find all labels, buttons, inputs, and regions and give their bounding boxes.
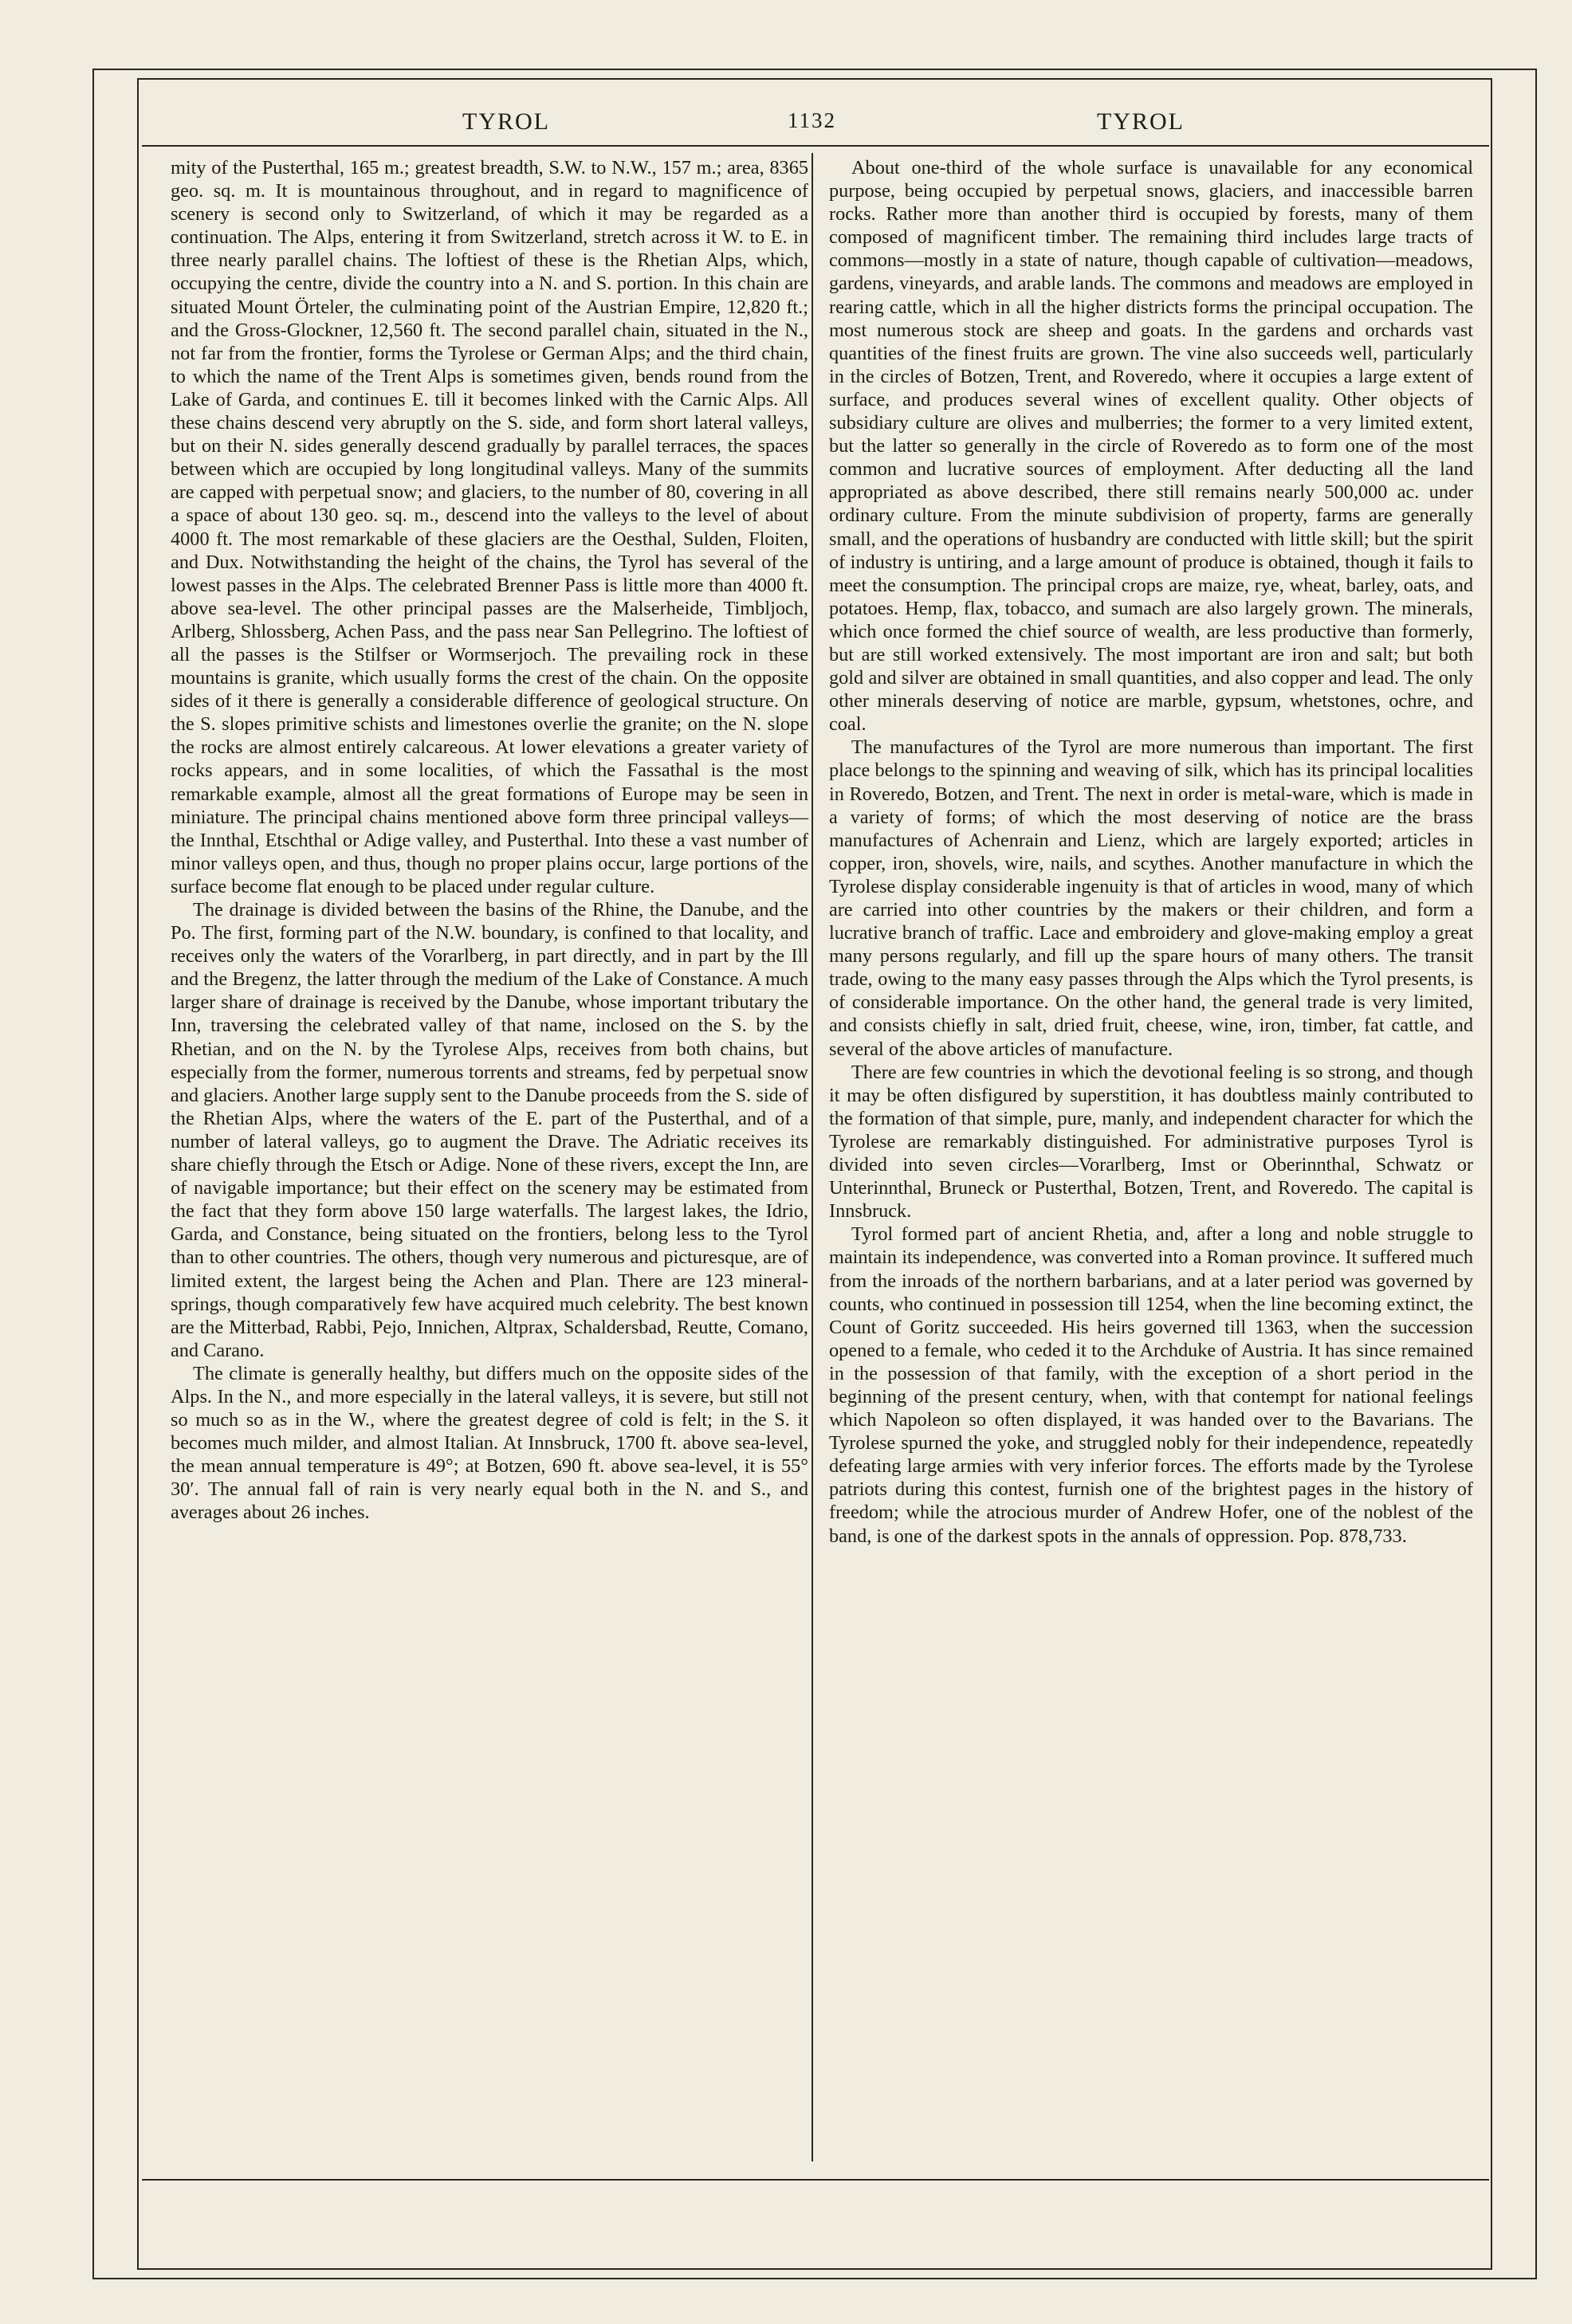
paragraph: About one-third of the whole surface is unavailable for any economical purpose, being occupied by perpetual snows, glaciers, and inaccessible barren rocks. Rather more than another third is occupied by forests, many of them composed of magnificent timber. The remaining third includes large tracts of commons—mostly in a state of nature, though capable of cultivation—meadows, gardens, vineyards, and arable lands. The commons and meadows are employed in rearing cattle, which in all the higher districts forms the principal occupation. The most numerous stock are sheep and goats. In the gardens and orchards vast quantities of the finest fruits are grown. The vine also succeeds well, particularly in the circles of Botzen, Trent, and Roveredo, where it occupies a large extent of surface, and produces several wines of excellent quality. Other objects of subsidiary culture are olives and mulberries; the former to a very limited extent, but the latter so generally in the circle of Roveredo as to form one of the most common and lucrative sources of employment. After deducting all the land appropriated as above described, there still remains nearly 500,000 ac. under ordinary culture. From the minute subdivision of property, farms are generally small, and the operations of husbandry are conducted with little skill; but the spirit of industry is untiring, and a large amount of produce is obtained, though it fails to meet the consumption. The principal crops are maize, rye, wheat, barley, oats, and potatoes. Hemp, flax, tobacco, and sumach are also largely grown. The minerals, which once formed the chief source of wealth, are less productive than formerly, but are still worked extensively. The most important are iron and salt; but both gold and silver are obtained in small quantities, and also copper and lead. The only other minerals deserving of notice are marble, gypsum, whetstones, ochre, and coal. [829,157,1473,736]
paragraph: Tyrol formed part of ancient Rhetia, and, after a long and noble struggle to maintain its independence, was converted into a Roman province. It suffered much from the inroads of the northern barbarians, and at a later period was governed by counts, who continued in possession till 1254, when the line becoming extinct, the Count of Goritz succeeded. His heirs governed till 1363, when the succession opened to a female, who ceded it to the Archduke of Austria. It has since remained in the possession of that family, with the exception of a short period in the beginning of the present century, when, with that contempt for national feelings which Napoleon so often displayed, it was handed over to the Bavarians. The Tyrolese spurned the yoke, and struggled nobly for their independence, repeatedly defeating large armies with very inferior forces. The efforts made by the Tyrolese patriots during this contest, furnish one of the brightest pages in the history of freedom; while the atrocious murder of Andrew Hofer, one of the noblest of the band, is one of the darkest spots in the annals of oppression. Pop. 878,733. [829,1223,1473,1547]
page-number: 1132 [788,108,836,132]
running-header [142,108,1489,140]
right-column [829,156,1473,1548]
column-divider [812,153,813,2161]
paragraph: mity of the Pusterthal, 165 m.; greatest breadth, S.W. to N.W., 157 m.; area, 8365 geo. sq. m. It is mountainous throughout, and in regard to magnificence of scenery is second only to Switzerland, of which it may be regarded as a continuation. The Alps, entering it from Switzerland, stretch across it W. to E. in three nearly parallel chains. The loftiest of these is the Rhetian Alps, which, occupying the centre, divide the country into a N. and S. portion. In this chain are situated Mount Örteler, the culminating point of the Austrian Empire, 12,820 ft.; and the Gross-Glockner, 12,560 ft. The second parallel chain, situated in the N., not far from the frontier, forms the Tyrolese or German Alps; and the third chain, to which the name of the Trent Alps is sometimes given, bends round from the Lake of Garda, and continues E. till it becomes linked with the Carnic Alps. All these chains descend very abruptly on the S. side, and form short lateral valleys, but on their N. sides generally descend gradually by parallel terraces, the spaces between which are occupied by long longitudinal valleys. Many of the summits are capped with perpetual snow; and glaciers, to the number of 80, covering in all a space of about 130 geo. sq. m., descend into the valleys to the level of about 4000 ft. The most remarkable of these glaciers are the Oesthal, Sulden, Floiten, and Dux. Notwithstanding the height of the chains, the Tyrol has several of the lowest passes in the Alps. The celebrated Brenner Pass is little more than 4000 ft. above sea-level. The other principal passes are the Malserheide, Timbljoch, Arlberg, Shlossberg, Achen Pass, and the pass near San Pellegrino. The loftiest of all the passes is the Stilfser or Wormserjoch. The prevailing rock in these mountains is granite, which usually forms the crest of the chain. On the opposite sides of it there is generally a considerable difference of geological structure. On the S. slopes primitive schists and limestones overlie the granite; on the N. slope the rocks are almost entirely calcareous. At lower elevations a greater variety of rocks appears, and in some localities, of which the Fassathal is the most remarkable example, almost all the great formations of Europe may be seen in miniature. The principal chains mentioned above form three principal valleys—the Innthal, Etschthal or Adige valley, and Pusterthal. Into these a vast number of minor valleys open, and thus, though no proper plains occur, large portions of the surface become flat enough to be placed under regular culture. [171,157,808,897]
paragraph: The climate is generally healthy, but differs much on the opposite sides of the Alps. In the N., and more especially in the lateral valleys, it is severe, but still not so much so as in the W., where the greatest degree of cold is felt; in the S. it becomes much milder, and almost Italian. At Innsbruck, 1700 ft. above sea-level, the mean annual temperature is 49°; at Botzen, 690 ft. above sea-level, it is 55° 30′. The annual fall of rain is very nearly equal both in the N. and S., and averages about 26 inches. [171,1362,808,1524]
paragraph: The manufactures of the Tyrol are more numerous than important. The first place belongs to the spinning and weaving of silk, which has its principal localities in Roveredo, Botzen, and Trent. The next in order is metal-ware, which is made in a variety of forms; of which the most deserving of notice are the brass manufactures of Achenrain and Lienz, which are largely exported; articles in copper, iron, shovels, wire, nails, and scythes. Another manufacture in which the Tyrolese display considerable ingenuity is that of articles in wood, many of which are carried into other countries by the makers or their children, and form a lucrative branch of traffic. Lace and embroidery and glove-making employ a great many persons regularly, and fill up the spare hours of many others. The transit trade, owing to the many easy passes through the Alps which the Tyrol presents, is of considerable importance. On the other hand, the general trade is very limited, and consists chiefly in salt, dried fruit, cheese, wine, iron, timber, fat cattle, and several of the above articles of manufacture. [829,736,1473,1060]
left-column [171,156,808,1525]
paragraph: There are few countries in which the devotional feeling is so strong, and though it may be often disfigured by superstition, it has doubtless mainly contributed to the formation of that simple, pure, manly, and independent character for which the Tyrolese are remarkably distinguished. For administrative purposes Tyrol is divided into seven circles—Vorarlberg, Imst or Oberinnthal, Schwatz or Unterinnthal, Bruneck or Pusterthal, Botzen, Trent, and Roveredo. The capital is Innsbruck. [829,1061,1473,1223]
footer-rule [142,2179,1489,2181]
running-head-right: TYROL [1097,108,1185,135]
running-head-left: TYROL [462,108,550,135]
paragraph: The drainage is divided between the basins of the Rhine, the Danube, and the Po. The first, forming part of the N.W. boundary, is confined to that locality, and receives only the waters of the Vorarlberg, in part directly, and in part by the Ill and the Bregenz, the latter through the medium of the Lake of Constance. A much larger share of drainage is received by the Danube, whose important tributary the Inn, traversing the celebrated valley of that name, inclosed on the S. by the Rhetian, and on the N. by the Tyrolese Alps, receives from both chains, but especially from the former, numerous torrents and streams, fed by perpetual snow and glaciers. Another large supply sent to the Danube proceeds from the S. side of the Rhetian Alps, where the waters of the E. part of the Pusterthal, and of a number of lateral valleys, go to augment the Drave. The Adriatic receives its share chiefly through the Etsch or Adige. None of these rivers, except the Inn, are of navigable importance; but their effect on the scenery may be estimated from the fact that they form above 150 large waterfalls. The largest lakes, the Idrio, Garda, and Constance, being situated on the frontiers, belong less to the Tyrol than to other countries. The others, though very numerous and picturesque, are of limited extent, the largest being the Achen and Plan. There are 123 mineral-springs, though comparatively few have acquired much celebrity. The best known are the Mitterbad, Rabbi, Pejo, Innichen, Altprax, Schaldersbad, Reutte, Comano, and Carano. [171,899,808,1361]
header-rule [142,145,1489,147]
